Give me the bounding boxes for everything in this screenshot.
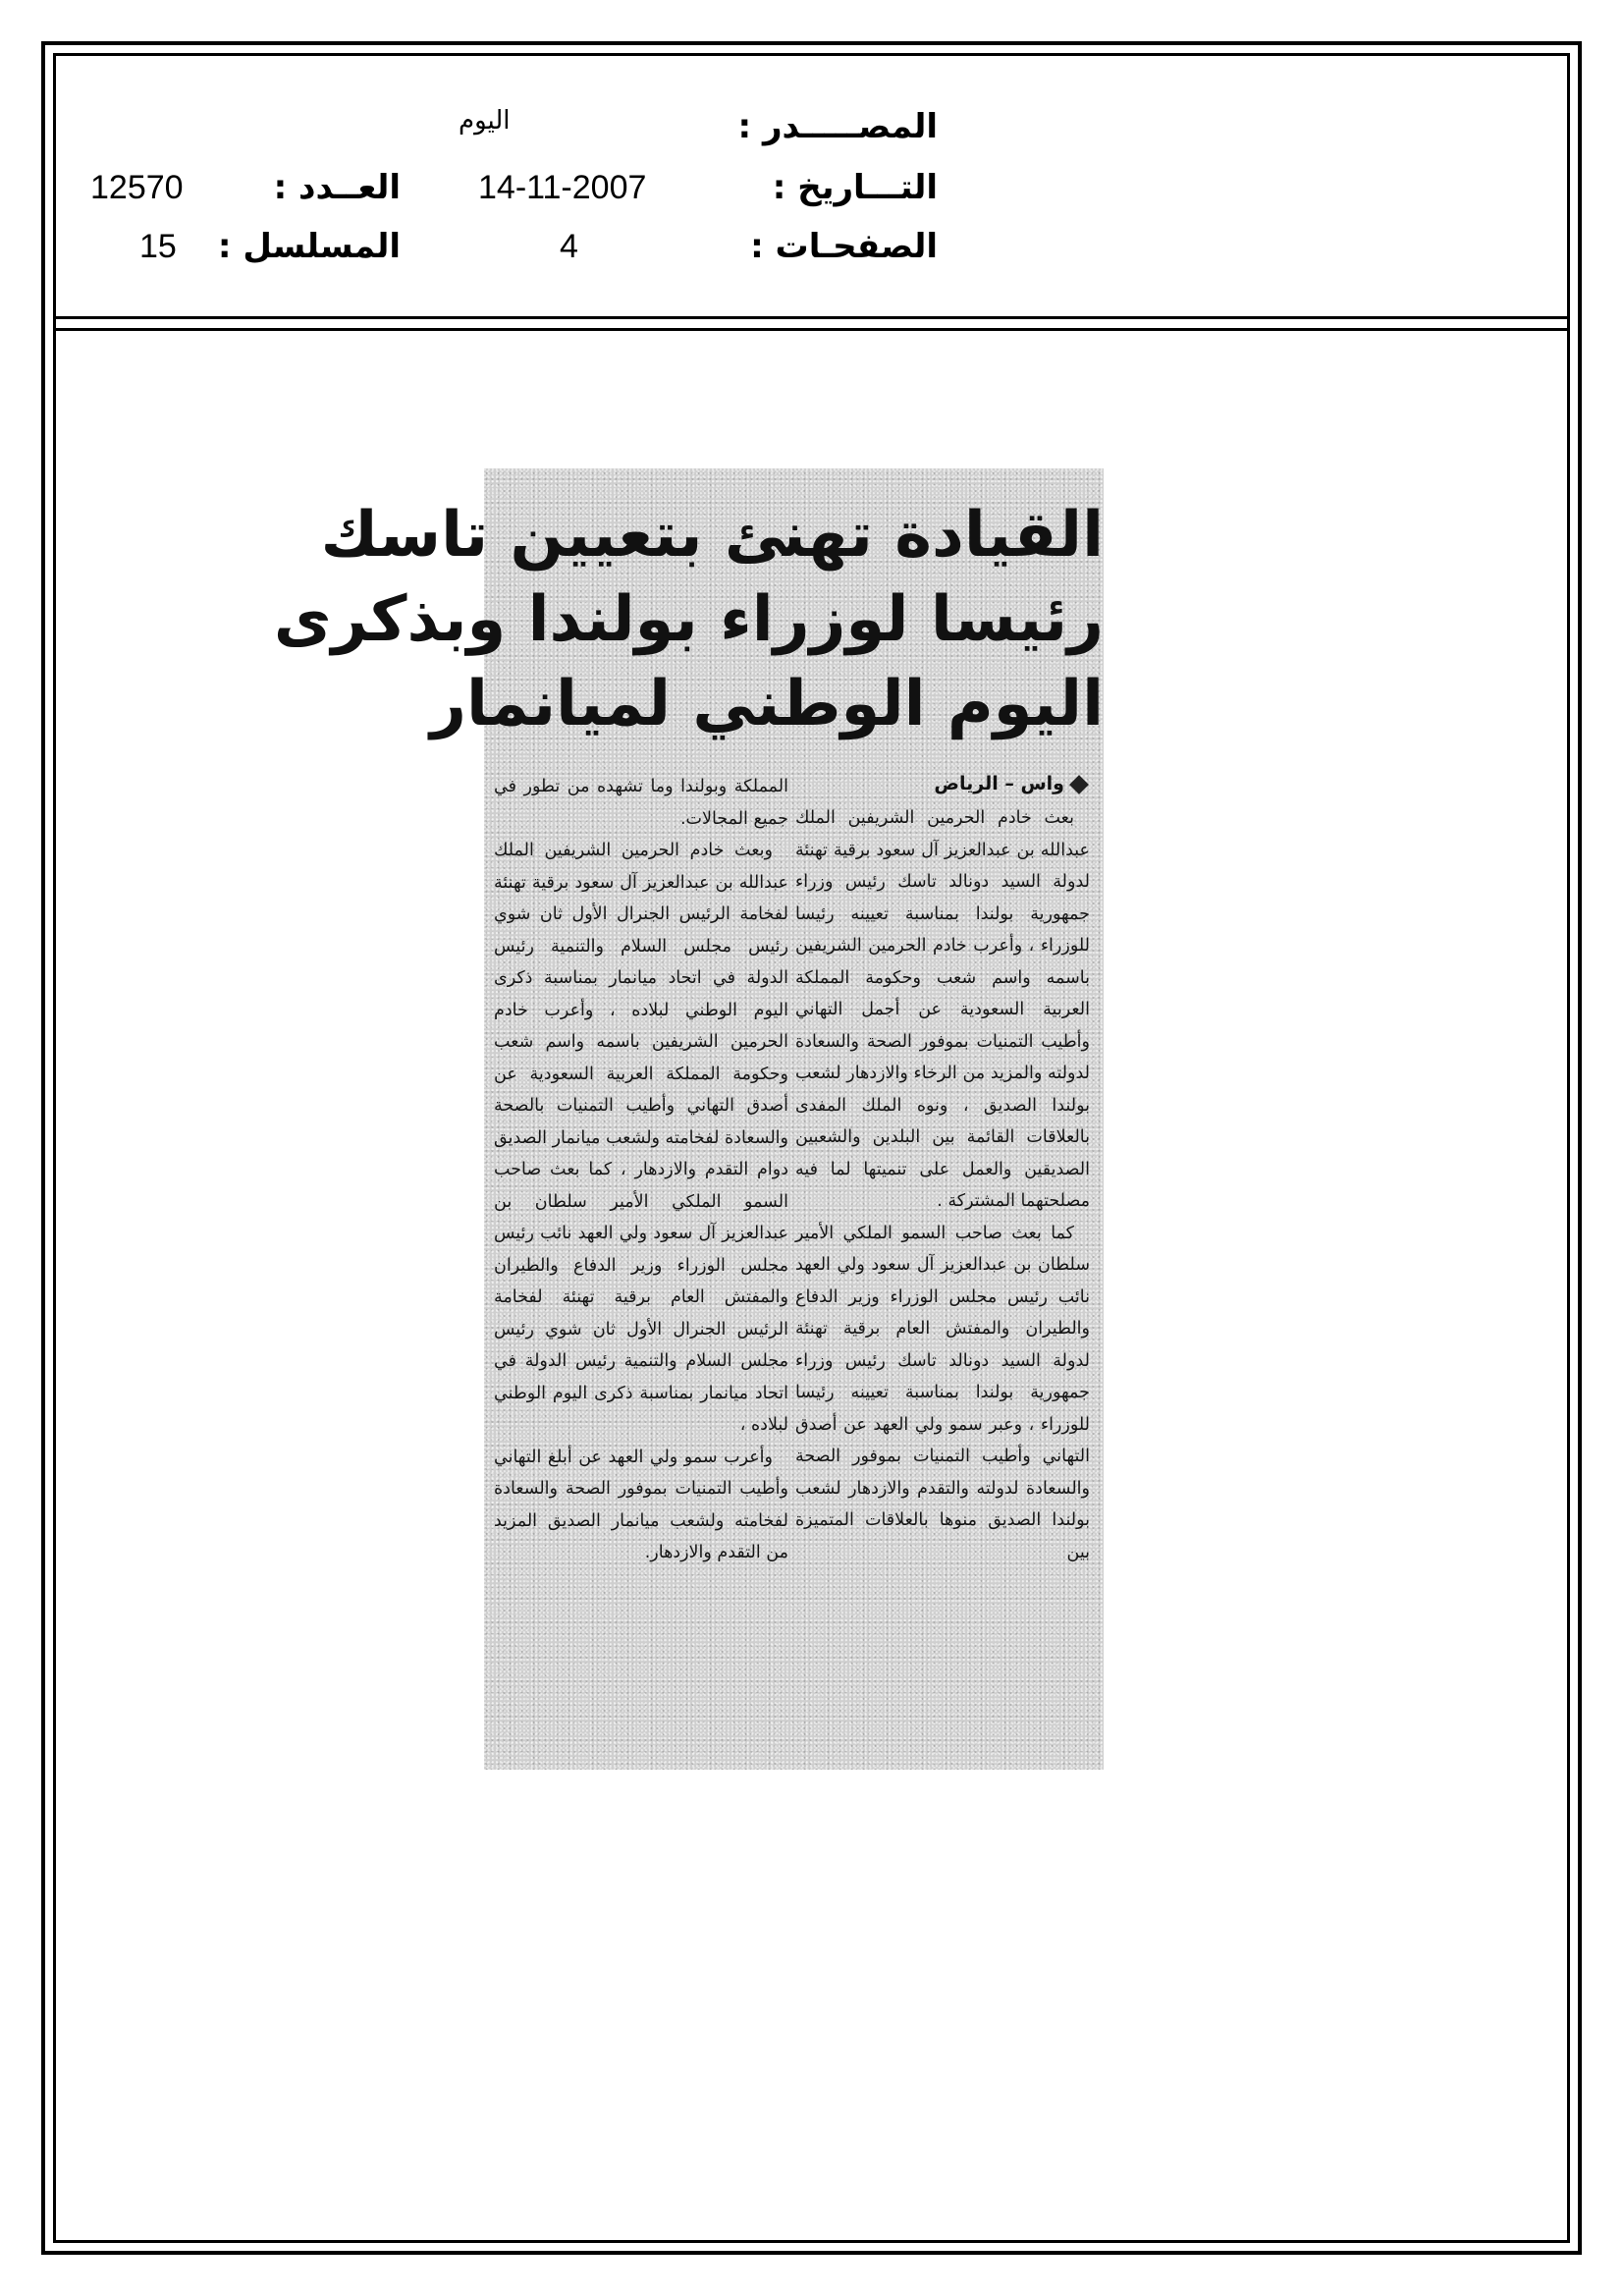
issue-value: 12570 [90, 169, 184, 206]
dateline [934, 773, 1086, 794]
article-paragraph: وأعرب سمو ولي العهد عن أبلغ التهاني وأطيب التمنيات بموفور الصحة والسعادة لفخامته ولشعب ميانمار الصديق المزيد من التقدم والازدهار. [494, 1447, 788, 1562]
serial-value: 15 [139, 228, 177, 265]
dateline-text: واس – الرياض [934, 773, 1064, 794]
pages-label: الصفحـات : [750, 227, 938, 266]
source-value: اليوم [459, 106, 511, 136]
header-divider [53, 316, 1570, 319]
article-paragraph: وبعث خادم الحرمين الشريفين الملك عبدالله بن عبدالعزيز آل سعود برقية تهنئة لفخامة الرئيس الجنرال الأول ثان شوي رئيس مجلس السلام والتنمية رئيس الدولة في اتحاد ميانمار بمناسبة ذكرى اليوم الوطني لبلاده ، وأعرب خادم الحرمين الشريفين باسمه واسم شعب وحكومة المملكة العربية السعودية عن أصدق التهاني وأطيب التمنيات بالصحة والسعادة لفخامته ولشعب ميانمار الصديق دوام التقدم والازدهار ، كما بعث صاحب السمو الملكي الأمير سلطان بن عبدالعزيز آل سعود ولي العهد نائب رئيس مجلس الوزراء وزير الدفاع والطيران والمفتش العام برقية تهنئة لفخامة الرئيس الجنرال الأول ثان شوي رئيس مجلس السلام والتنمية رئيس الدولة في اتحاد ميانمار بمناسبة ذكرى اليوم الوطني لبلاده ، [494, 841, 788, 1435]
headline-line-1: القيادة تهنئ بتعيين تاسك [320, 499, 1104, 572]
article-paragraph: كما بعث صاحب السمو الملكي الأمير سلطان بن عبدالعزيز آل سعود ولي العهد نائب رئيس مجلس الوزراء وزير الدفاع والطيران والمفتش العام برقية تهنئة لدولة السيد دونالد تاسك رئيس وزراء جمهورية بولندا بمناسبة تعيينه رئيسا للوزراء ، وعبر سمو ولي العهد عن أصدق التهاني وأطيب التمنيات بموفور الصحة والسعادة لدولته والتقدم والازدهار لشعب بولندا الصديق منوها بالعلاقات المتميزة بين [795, 1223, 1090, 1562]
article-column-right [795, 802, 1090, 1568]
header-divider-second [53, 328, 1570, 331]
newspaper-clipping [273, 468, 1104, 1770]
date-label: التـــاريخ : [772, 168, 938, 207]
article-column-left [494, 771, 788, 1569]
serial-label: المسلسل : [217, 227, 401, 266]
headline-line-2: رئيسا لوزراء بولندا وبذكرى [273, 583, 1104, 656]
headline-line-3: اليوم الوطني لميانمار [430, 668, 1104, 740]
article-paragraph: المملكة وبولندا وما تشهده من تطور في جميع المجالات. [494, 777, 788, 829]
article-paragraph: بعث خادم الحرمين الشريفين الملك عبدالله بن عبدالعزيز آل سعود برقية تهنئة لدولة السيد دونالد تاسك رئيس وزراء جمهورية بولندا بمناسبة تعيينه رئيسا للوزراء ، وأعرب خادم الحرمين الشريفين باسمه واسم شعب وحكومة المملكة العربية السعودية عن أجمل التهاني وأطيب التمنيات بموفور الصحة والسعادة لدولته والمزيد من الرخاء والازدهار لشعب بولندا الصديق ، ونوه الملك المفدى بالعلاقات القائمة بين البلدين والشعبين الصديقين والعمل على تنميتها لما فيه مصلحتهما المشتركة . [795, 808, 1090, 1211]
source-label: المصـــــدر : [737, 107, 938, 146]
issue-label: العــدد : [273, 168, 401, 207]
dateline-diamond-icon [1069, 775, 1089, 794]
pages-value: 4 [560, 228, 578, 265]
date-value: 14-11-2007 [478, 169, 647, 206]
